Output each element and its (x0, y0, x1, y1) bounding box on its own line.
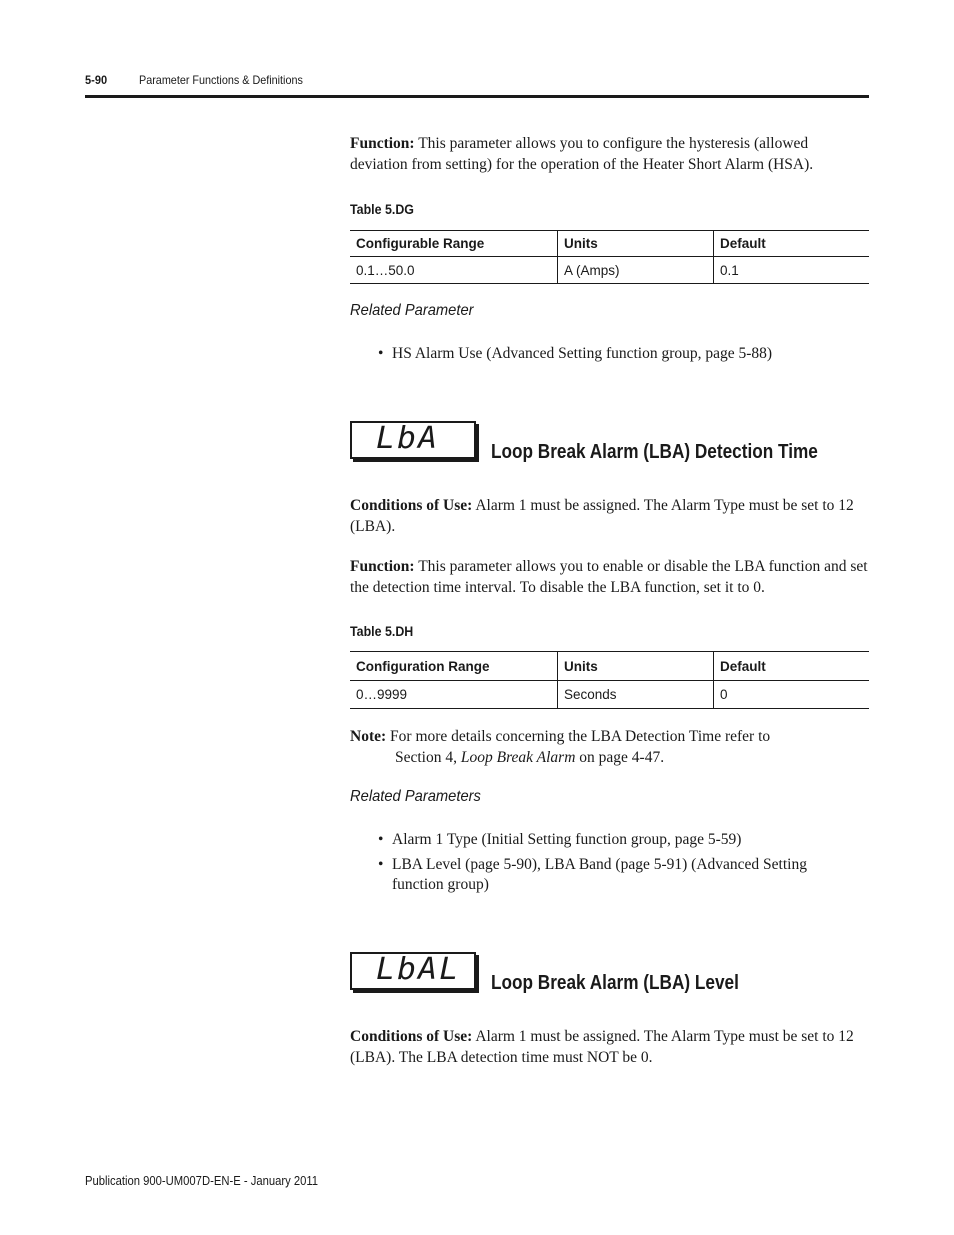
conditions-text: Alarm 1 must be assigned. The Alarm Type must be set to 12 (LBA). The LBA detection time must NOT be 0. (350, 1028, 854, 1066)
lba-related-heading-wrap (350, 788, 869, 806)
table-header-cell: Units (558, 652, 714, 681)
function-text: This parameter allows you to configure the hysteresis (allowed deviation from setting) for the operation of the Heater Short Alarm (HSA). (350, 135, 814, 173)
section-title: Loop Break Alarm (LBA) Level (491, 972, 739, 994)
lba-conditions-block (350, 496, 869, 537)
table-cell: 0.1 (714, 257, 870, 284)
spec-table (350, 230, 869, 284)
conditions-paragraph (350, 1027, 869, 1068)
table-cell: Seconds (558, 681, 714, 709)
bullet-icon: • (378, 831, 384, 848)
bullet-icon: • (378, 856, 384, 873)
note-text: For more details concerning the LBA Detection Time refer to (390, 728, 771, 745)
section-title: Loop Break Alarm (LBA) Detection Time (491, 441, 818, 463)
list-item-text: LBA Level (page 5-90), LBA Band (page 5-91) (Advanced Setting function group) (392, 856, 807, 893)
lba-function-block (350, 557, 869, 598)
list-item (350, 855, 820, 895)
related-heading: Related Parameters (350, 788, 481, 805)
conditions-paragraph (350, 496, 869, 537)
note-line-2 (350, 748, 869, 769)
hsa-related-heading-wrap (350, 302, 869, 320)
table-cell: 0 (714, 681, 870, 709)
display-code: LbA (376, 421, 440, 456)
table-caption: Table 5.DH (350, 624, 414, 639)
chapter-title: Parameter Functions & Definitions (139, 73, 303, 87)
table-cell: A (Amps) (558, 257, 714, 284)
spec-table (350, 651, 869, 709)
table-cell: 0…9999 (356, 687, 408, 702)
header-rule (85, 95, 869, 98)
function-text: This parameter allows you to enable or disable the LBA function and set the detection time interval. To disable the LBA function, set it to 0. (350, 558, 868, 596)
table-5dg (350, 230, 869, 284)
table-5dg-caption-wrap (350, 202, 869, 217)
publication-footer: Publication 900-UM007D-EN-E - January 2011 (85, 1174, 319, 1188)
note-label: Note: (350, 728, 387, 745)
lbal-conditions-block (350, 1027, 869, 1068)
lcd-display-lba (350, 421, 476, 459)
lba-related-list-wrap (350, 830, 869, 895)
table-5dh (350, 651, 869, 709)
conditions-label: Conditions of Use: (350, 1028, 473, 1045)
bullet-icon: • (378, 345, 384, 362)
lcd-display-lbal (350, 952, 476, 990)
function-label: Function: (350, 558, 415, 575)
function-label: Function: (350, 135, 415, 152)
table-row (350, 681, 869, 709)
lba-note (350, 727, 869, 768)
list-item-text: Alarm 1 Type (Initial Setting function group, page 5-59) (392, 831, 742, 848)
related-list (350, 830, 820, 895)
table-header-cell: Configuration Range (356, 658, 490, 674)
table-5dh-caption-wrap (350, 624, 869, 639)
note-link-text: Loop Break Alarm (460, 748, 576, 766)
table-header-row (350, 652, 869, 681)
table-header-cell: Configurable Range (356, 236, 485, 251)
function-paragraph (350, 557, 869, 598)
page-number: 5-90 (85, 73, 108, 87)
table-header-row (350, 231, 869, 257)
conditions-text: Alarm 1 must be assigned. The Alarm Type must be set to 12 (LBA). (350, 497, 854, 535)
hsa-function-paragraph (350, 134, 869, 175)
conditions-label: Conditions of Use: (350, 497, 473, 514)
table-header-cell: Default (714, 652, 870, 681)
note-line-1 (350, 727, 869, 748)
table-header-cell: Default (714, 231, 870, 257)
related-heading: Related Parameter (350, 302, 474, 319)
display-code: LbAL (376, 952, 461, 987)
note-text: Section 4, (395, 748, 457, 766)
hsa-function-block (350, 134, 869, 175)
hsa-related-list-wrap (350, 344, 869, 364)
list-item (350, 830, 820, 850)
list-item (350, 344, 869, 364)
list-item-text: HS Alarm Use (Advanced Setting function group, page 5-88) (392, 345, 773, 362)
table-caption: Table 5.DG (350, 202, 414, 217)
table-row (350, 257, 869, 284)
table-header-cell: Units (558, 231, 714, 257)
table-cell: 0.1…50.0 (356, 262, 415, 278)
related-list (350, 344, 869, 364)
note-text: on page 4-47. (579, 748, 665, 766)
